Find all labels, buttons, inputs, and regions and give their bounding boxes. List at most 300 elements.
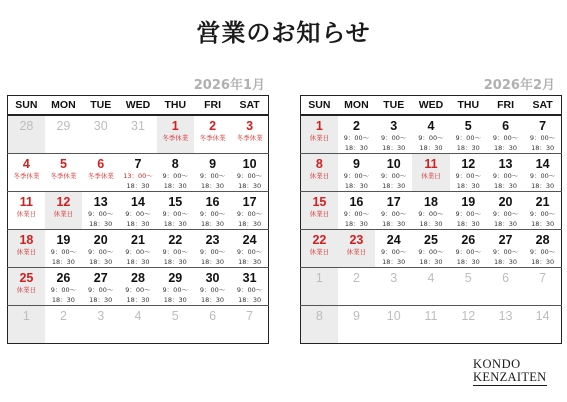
close-time: 18：30 bbox=[531, 258, 555, 266]
day-cell bbox=[82, 153, 119, 191]
day-cell bbox=[119, 191, 156, 229]
close-time: 18：30 bbox=[456, 220, 480, 228]
day-cell bbox=[338, 115, 375, 154]
day-cell bbox=[45, 115, 82, 153]
day-cell bbox=[524, 306, 561, 344]
day-cell bbox=[487, 306, 524, 344]
calendar-january bbox=[7, 95, 269, 344]
open-time: 9：00～ bbox=[380, 172, 407, 180]
day-cell bbox=[45, 229, 82, 267]
day-number: 15 bbox=[312, 195, 327, 209]
week-row bbox=[301, 306, 562, 344]
day-number: 26 bbox=[461, 233, 476, 247]
day-number: 5 bbox=[464, 119, 472, 133]
weekday-sat: SAT bbox=[524, 96, 561, 116]
day-number: 13 bbox=[498, 157, 513, 171]
closed-note: 冬季休業 bbox=[50, 171, 77, 180]
day-cell bbox=[301, 115, 338, 154]
week-row bbox=[301, 115, 562, 154]
close-time: 18：30 bbox=[238, 219, 262, 228]
day-cell bbox=[157, 229, 194, 267]
weekday-thu: THU bbox=[450, 96, 487, 116]
close-time: 18：30 bbox=[201, 295, 225, 304]
closed-note: 休業日 bbox=[309, 134, 330, 142]
day-number: 11 bbox=[19, 194, 33, 209]
day-number: 4 bbox=[427, 119, 435, 133]
day-number: 20 bbox=[93, 232, 108, 247]
closed-note: 冬季休業 bbox=[87, 171, 114, 180]
day-number: 31 bbox=[131, 119, 145, 133]
day-cell bbox=[82, 229, 119, 267]
day-number: 24 bbox=[242, 232, 257, 247]
weekday-sun: SUN bbox=[301, 96, 338, 116]
week-row bbox=[301, 230, 562, 268]
day-number: 18 bbox=[424, 195, 438, 209]
open-time: 9：00～ bbox=[492, 134, 519, 142]
day-cell bbox=[412, 306, 449, 344]
weekday-header bbox=[8, 96, 269, 116]
open-time: 9：00～ bbox=[418, 210, 444, 218]
open-time: 9：00～ bbox=[199, 247, 226, 256]
day-cell bbox=[412, 192, 449, 230]
day-cell bbox=[487, 192, 524, 230]
close-time: 18：30 bbox=[163, 257, 187, 266]
open-time: 9：00～ bbox=[125, 209, 151, 218]
day-number: 14 bbox=[131, 194, 145, 209]
day-cell bbox=[82, 267, 119, 305]
day-cell bbox=[45, 191, 82, 229]
day-cell bbox=[119, 305, 156, 343]
day-cell bbox=[119, 115, 156, 153]
weekday-wed: WED bbox=[119, 96, 156, 116]
day-cell bbox=[157, 115, 194, 153]
day-number: 11 bbox=[424, 157, 438, 171]
day-cell bbox=[450, 154, 487, 192]
day-cell bbox=[231, 191, 268, 229]
day-cell bbox=[524, 268, 561, 306]
day-cell bbox=[8, 305, 45, 343]
close-time: 18：30 bbox=[238, 257, 262, 266]
day-cell bbox=[375, 306, 412, 344]
day-number: 16 bbox=[349, 195, 364, 209]
day-number: 31 bbox=[242, 270, 257, 285]
week-row bbox=[301, 154, 562, 192]
day-number: 3 bbox=[97, 308, 105, 323]
open-time: 9：00～ bbox=[455, 248, 481, 256]
day-number: 3 bbox=[390, 271, 398, 285]
day-number: 28 bbox=[131, 270, 145, 285]
day-cell bbox=[524, 192, 561, 230]
day-cell bbox=[524, 154, 561, 192]
day-number: 18 bbox=[19, 232, 34, 247]
open-time: 9：00～ bbox=[50, 247, 77, 256]
closed-note: 冬季休業 bbox=[236, 134, 263, 142]
day-cell bbox=[450, 268, 487, 306]
day-cell bbox=[45, 153, 82, 191]
day-cell bbox=[194, 115, 231, 153]
day-number: 7 bbox=[134, 156, 142, 171]
closed-note: 冬季休業 bbox=[162, 134, 189, 142]
day-cell bbox=[450, 192, 487, 230]
weekday-mon: MON bbox=[338, 96, 375, 116]
open-time: 9：00～ bbox=[236, 171, 263, 180]
day-cell bbox=[8, 267, 45, 305]
open-time: 9：00～ bbox=[199, 171, 226, 180]
week-row bbox=[8, 229, 269, 267]
day-number: 12 bbox=[461, 309, 476, 323]
week-row bbox=[8, 305, 269, 343]
close-time: 18：30 bbox=[201, 219, 225, 228]
day-number: 2 bbox=[209, 119, 217, 133]
open-time: 9：00～ bbox=[529, 134, 556, 142]
open-time: 9：00～ bbox=[529, 210, 556, 218]
day-cell bbox=[412, 154, 449, 192]
day-cell bbox=[301, 154, 338, 192]
day-cell bbox=[231, 267, 268, 305]
close-time: 18：30 bbox=[201, 257, 225, 266]
close-time: 18：30 bbox=[126, 181, 150, 190]
day-number: 2 bbox=[59, 308, 67, 323]
day-cell bbox=[157, 153, 194, 191]
day-cell bbox=[375, 268, 412, 306]
closed-note: 休業日 bbox=[16, 285, 37, 294]
open-time: 9：00～ bbox=[380, 134, 407, 142]
closed-note: 休業日 bbox=[53, 209, 74, 218]
day-number: 21 bbox=[535, 195, 550, 209]
day-number: 14 bbox=[535, 309, 550, 323]
day-cell bbox=[231, 305, 268, 343]
day-cell bbox=[194, 191, 231, 229]
close-time: 18：30 bbox=[382, 258, 406, 266]
day-cell bbox=[487, 268, 524, 306]
day-cell bbox=[301, 268, 338, 306]
day-number: 1 bbox=[22, 308, 30, 323]
day-number: 10 bbox=[386, 157, 401, 171]
day-cell bbox=[301, 306, 338, 344]
open-time: 9：00～ bbox=[455, 210, 481, 218]
weekday-tue: TUE bbox=[82, 96, 119, 116]
day-cell bbox=[194, 153, 231, 191]
closed-note: 冬季休業 bbox=[199, 134, 226, 142]
day-number: 1 bbox=[315, 271, 323, 285]
day-number: 9 bbox=[352, 309, 360, 323]
day-cell bbox=[375, 230, 412, 268]
close-time: 18：30 bbox=[382, 220, 406, 228]
day-cell bbox=[231, 153, 268, 191]
close-time: 18：30 bbox=[344, 220, 368, 228]
week-row bbox=[301, 192, 562, 230]
open-time: 9：00～ bbox=[343, 210, 370, 218]
close-time: 18：30 bbox=[163, 295, 187, 304]
weekday-fri: FRI bbox=[487, 96, 524, 116]
day-cell bbox=[375, 154, 412, 192]
close-time: 18：30 bbox=[382, 182, 406, 190]
day-number: 3 bbox=[246, 119, 254, 133]
close-time: 18：30 bbox=[238, 181, 262, 190]
close-time: 18：30 bbox=[344, 144, 368, 152]
day-number: 7 bbox=[246, 308, 254, 323]
close-time: 18：30 bbox=[89, 257, 113, 266]
open-time: 9：00～ bbox=[125, 285, 151, 294]
day-number: 9 bbox=[352, 157, 360, 171]
day-cell bbox=[338, 230, 375, 268]
weekday-sun: SUN bbox=[8, 96, 45, 116]
closed-note: 休業日 bbox=[16, 209, 37, 218]
day-number: 4 bbox=[427, 271, 435, 285]
close-time: 18：30 bbox=[494, 144, 518, 152]
day-cell bbox=[338, 268, 375, 306]
open-time: 9：00～ bbox=[162, 285, 188, 294]
close-time: 18：30 bbox=[126, 295, 150, 304]
close-time: 18：30 bbox=[419, 144, 443, 152]
day-cell bbox=[194, 267, 231, 305]
day-cell bbox=[8, 191, 45, 229]
day-number: 14 bbox=[535, 157, 550, 171]
day-cell bbox=[450, 306, 487, 344]
close-time: 18：30 bbox=[126, 257, 150, 266]
day-cell bbox=[8, 153, 45, 191]
open-time: 9：00～ bbox=[87, 209, 114, 218]
close-time: 18：30 bbox=[89, 295, 113, 304]
day-number: 23 bbox=[349, 233, 364, 247]
day-cell bbox=[487, 154, 524, 192]
weekday-fri: FRI bbox=[194, 96, 231, 116]
open-time: 9：00～ bbox=[236, 285, 263, 294]
day-cell bbox=[524, 230, 561, 268]
day-number: 12 bbox=[56, 194, 71, 209]
close-time: 18：30 bbox=[201, 181, 225, 190]
day-number: 29 bbox=[56, 119, 71, 133]
day-cell bbox=[157, 305, 194, 343]
day-number: 25 bbox=[19, 270, 34, 285]
open-time: 9：00～ bbox=[455, 172, 481, 180]
day-cell bbox=[8, 229, 45, 267]
week-row bbox=[8, 115, 269, 153]
day-number: 2 bbox=[352, 271, 360, 285]
day-cell bbox=[412, 230, 449, 268]
day-number: 27 bbox=[498, 233, 513, 247]
day-number: 17 bbox=[242, 194, 257, 209]
day-cell bbox=[301, 230, 338, 268]
closed-note: 休業日 bbox=[309, 172, 330, 180]
open-time: 9：00～ bbox=[343, 172, 370, 180]
day-cell bbox=[194, 305, 231, 343]
week-row bbox=[8, 191, 269, 229]
day-cell bbox=[375, 115, 412, 154]
day-number: 1 bbox=[315, 119, 323, 133]
day-cell bbox=[487, 230, 524, 268]
day-cell bbox=[119, 153, 156, 191]
open-time: 9：00～ bbox=[87, 247, 114, 256]
close-time: 18：30 bbox=[126, 219, 150, 228]
open-time: 9：00～ bbox=[492, 210, 519, 218]
company-logo bbox=[473, 358, 553, 386]
day-number: 8 bbox=[171, 156, 179, 171]
closed-note: 休業日 bbox=[16, 247, 37, 256]
close-time: 18：30 bbox=[456, 258, 480, 266]
day-number: 6 bbox=[97, 156, 105, 171]
open-time: 9：00～ bbox=[125, 247, 151, 256]
day-number: 13 bbox=[93, 194, 108, 209]
day-number: 25 bbox=[424, 233, 438, 247]
calendar-february bbox=[300, 95, 562, 344]
day-cell bbox=[231, 115, 268, 153]
closed-note: 休業日 bbox=[346, 248, 367, 256]
day-cell bbox=[412, 268, 449, 306]
day-cell bbox=[45, 267, 82, 305]
day-cell bbox=[412, 115, 449, 154]
day-cell bbox=[450, 230, 487, 268]
day-number: 8 bbox=[315, 157, 323, 171]
day-number: 8 bbox=[315, 309, 323, 323]
day-number: 30 bbox=[205, 270, 220, 285]
close-time: 18：30 bbox=[382, 144, 406, 152]
day-number: 26 bbox=[56, 270, 71, 285]
close-time: 18：30 bbox=[419, 258, 443, 266]
logo-line-1: KONDO bbox=[473, 357, 521, 371]
open-time: 9：00～ bbox=[162, 247, 188, 256]
close-time: 18：30 bbox=[238, 295, 262, 304]
open-time: 9：00～ bbox=[380, 248, 407, 256]
day-cell bbox=[45, 305, 82, 343]
day-number: 17 bbox=[386, 195, 401, 209]
day-number: 3 bbox=[390, 119, 398, 133]
day-number: 12 bbox=[461, 157, 476, 171]
close-time: 18：30 bbox=[163, 219, 187, 228]
day-number: 22 bbox=[312, 233, 327, 247]
day-cell bbox=[301, 192, 338, 230]
weekday-mon: MON bbox=[45, 96, 82, 116]
day-number: 27 bbox=[93, 270, 108, 285]
day-number: 30 bbox=[93, 119, 108, 133]
day-number: 11 bbox=[424, 309, 438, 323]
day-number: 29 bbox=[168, 270, 183, 285]
day-cell bbox=[82, 115, 119, 153]
day-cell bbox=[119, 267, 156, 305]
day-number: 22 bbox=[168, 232, 183, 247]
week-row bbox=[8, 153, 269, 191]
open-time: 9：00～ bbox=[455, 134, 481, 142]
month-label-feb: 2026年2月 bbox=[483, 78, 555, 93]
close-time: 18：30 bbox=[494, 182, 518, 190]
day-number: 19 bbox=[461, 195, 476, 209]
close-time: 18：30 bbox=[531, 182, 555, 190]
open-time: 9：00～ bbox=[199, 209, 226, 218]
open-time: 9：00～ bbox=[162, 209, 188, 218]
day-cell bbox=[524, 115, 561, 154]
open-time: 9：00～ bbox=[529, 248, 556, 256]
month-label-jan: 2026年1月 bbox=[193, 78, 265, 93]
close-time: 18：30 bbox=[494, 220, 518, 228]
day-cell bbox=[487, 115, 524, 154]
open-time: 9：00～ bbox=[418, 134, 444, 142]
day-cell bbox=[194, 229, 231, 267]
close-time: 18：30 bbox=[456, 182, 480, 190]
day-number: 5 bbox=[464, 271, 472, 285]
open-time: 9：00～ bbox=[50, 285, 77, 294]
open-time: 9：00～ bbox=[199, 285, 226, 294]
day-number: 2 bbox=[352, 119, 360, 133]
day-cell bbox=[338, 192, 375, 230]
close-time: 18：30 bbox=[163, 181, 187, 190]
logo-line-2: KENZAITEN bbox=[473, 370, 547, 384]
open-time: 9：00～ bbox=[492, 172, 519, 180]
day-number: 7 bbox=[539, 119, 547, 133]
day-cell bbox=[338, 154, 375, 192]
day-number: 15 bbox=[168, 194, 183, 209]
open-time: 9：00～ bbox=[380, 210, 407, 218]
open-time: 9：00～ bbox=[87, 285, 114, 294]
closed-note: 休業日 bbox=[309, 210, 330, 218]
day-number: 28 bbox=[535, 233, 550, 247]
day-number: 1 bbox=[171, 119, 179, 133]
day-number: 7 bbox=[539, 271, 547, 285]
close-time: 18：30 bbox=[51, 295, 75, 304]
weekday-tue: TUE bbox=[375, 96, 412, 116]
weekday-thu: THU bbox=[157, 96, 194, 116]
open-time: 9：00～ bbox=[236, 209, 263, 218]
close-time: 18：30 bbox=[456, 144, 480, 152]
day-number: 24 bbox=[386, 233, 401, 247]
closed-note: 休業日 bbox=[421, 172, 441, 180]
day-number: 28 bbox=[19, 119, 34, 133]
week-row bbox=[301, 268, 562, 306]
day-number: 6 bbox=[502, 271, 510, 285]
day-number: 21 bbox=[131, 232, 145, 247]
close-time: 18：30 bbox=[494, 258, 518, 266]
day-cell bbox=[82, 191, 119, 229]
open-time: 9：00～ bbox=[236, 247, 263, 256]
open-time: 9：00～ bbox=[162, 171, 188, 180]
open-time: 9：00～ bbox=[343, 134, 370, 142]
close-time: 18：30 bbox=[419, 220, 443, 228]
close-time: 18：30 bbox=[531, 220, 555, 228]
weekday-sat: SAT bbox=[231, 96, 268, 116]
close-time: 18：30 bbox=[531, 144, 555, 152]
day-number: 23 bbox=[205, 232, 220, 247]
close-time: 18：30 bbox=[89, 219, 113, 228]
week-row bbox=[8, 267, 269, 305]
open-time: 9：00～ bbox=[418, 248, 444, 256]
open-time: 9：00～ bbox=[529, 172, 556, 180]
day-number: 16 bbox=[205, 194, 220, 209]
day-number: 10 bbox=[242, 156, 257, 171]
day-number: 4 bbox=[134, 308, 142, 323]
close-time: 18：30 bbox=[51, 257, 75, 266]
day-cell bbox=[157, 267, 194, 305]
open-time: 9：00～ bbox=[492, 248, 519, 256]
day-number: 6 bbox=[209, 308, 217, 323]
weekday-wed: WED bbox=[412, 96, 449, 116]
day-number: 5 bbox=[59, 156, 67, 171]
day-number: 13 bbox=[498, 309, 513, 323]
day-number: 20 bbox=[498, 195, 513, 209]
open-time: 13：00～ bbox=[123, 171, 153, 180]
closed-note: 冬季休業 bbox=[13, 171, 40, 180]
close-time: 18：30 bbox=[344, 182, 368, 190]
day-number: 10 bbox=[386, 309, 401, 323]
day-number: 5 bbox=[171, 308, 179, 323]
day-cell bbox=[231, 229, 268, 267]
day-cell bbox=[82, 305, 119, 343]
weekday-header bbox=[301, 96, 562, 116]
day-cell bbox=[375, 192, 412, 230]
day-cell bbox=[119, 229, 156, 267]
day-cell bbox=[450, 115, 487, 154]
day-number: 4 bbox=[22, 156, 30, 171]
day-cell bbox=[338, 306, 375, 344]
day-number: 6 bbox=[502, 119, 510, 133]
